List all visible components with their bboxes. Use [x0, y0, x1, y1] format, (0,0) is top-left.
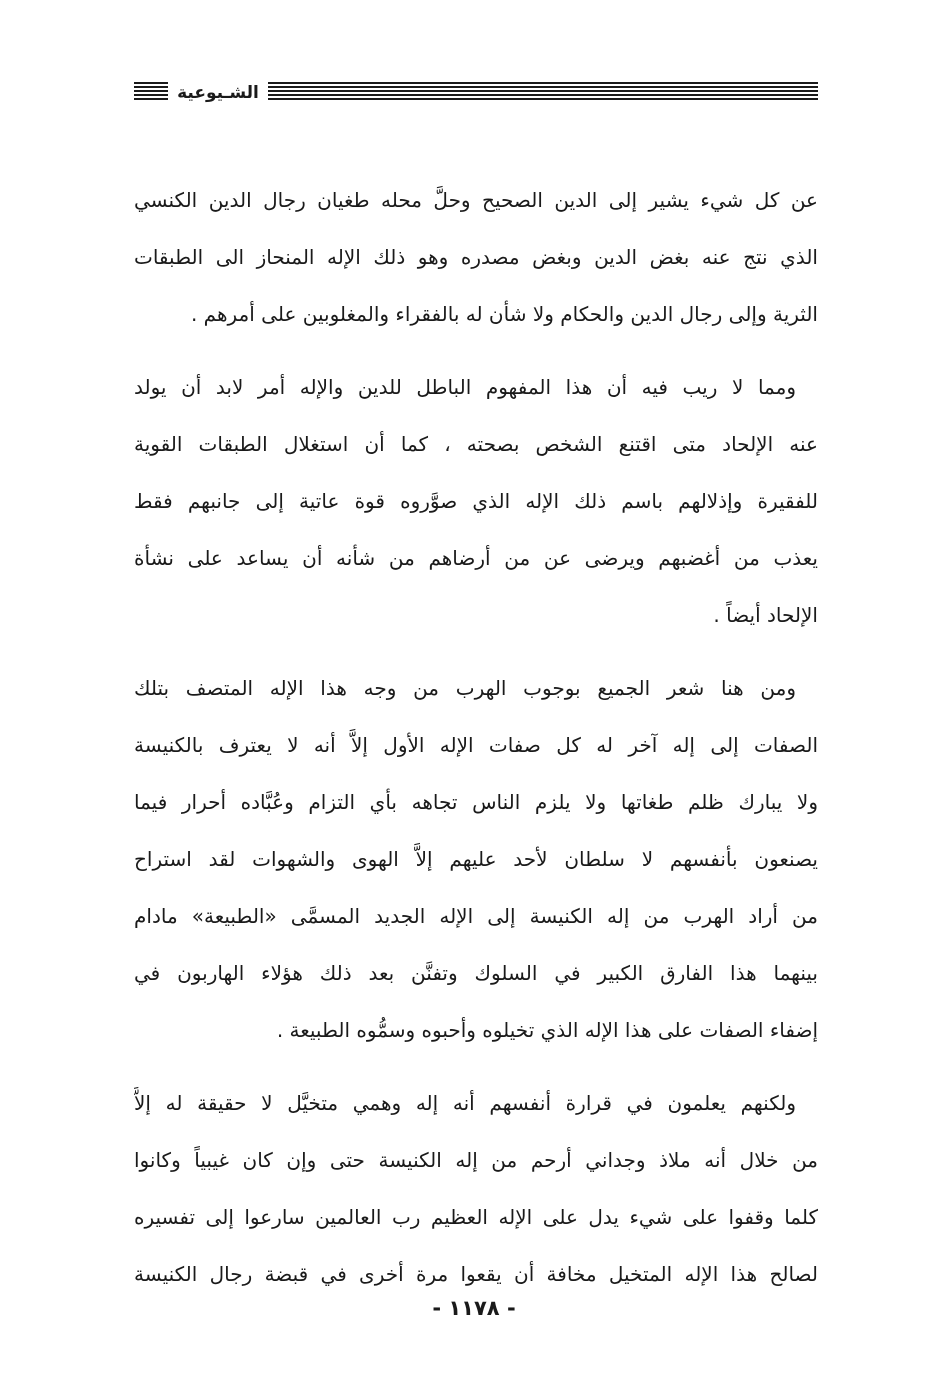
- header-rule-right: [268, 82, 818, 104]
- paragraph-3: [134, 660, 818, 1059]
- text-line: ولكنهم يعلمون في قرارة أنفسهم أنه إله وهمي متخيَّل لا حقيقة له إلاَّ: [134, 1091, 796, 1115]
- text-line: الذي نتج عنه بغض الدين وبغض مصدره وهو ذلك الإله المنحاز الى الطبقات: [134, 245, 818, 269]
- text-line: ومما لا ريب فيه أن هذا المفهوم الباطل للدين والإله أمر لابد أن يولد: [134, 375, 796, 399]
- paragraph-2: [134, 359, 818, 644]
- text-line: من أراد الهرب من إله الكنيسة إلى الإله الجديد المسمَّى «الطبيعة» مادام: [134, 904, 818, 928]
- text-line: ومن هنا شعر الجميع بوجوب الهرب من وجه هذا الإله المتصف بتلك: [134, 676, 796, 700]
- body-text: [134, 172, 818, 1319]
- text-line: من خلال أنه ملاذ وجداني أرحم من إله الكنيسة حتى وإن كان غيبياً وكانوا: [134, 1148, 818, 1172]
- text-line: الإلحاد أيضاً .: [713, 603, 818, 627]
- text-line: يعذب من أغضبهم ويرضى عن من أرضاهم من شأنه أن يساعد على نشأة: [134, 546, 818, 570]
- header-title: الشـيوعية: [176, 80, 260, 106]
- text-line: يصنعون بأنفسهم لا سلطان لأحد عليهم إلاَّ الهوى والشهوات لقد استراح: [134, 847, 818, 871]
- text-line: بينهما هذا الفارق الكبير في السلوك وتفنَّن بعد ذلك هؤلاء الهاربون في: [134, 961, 818, 985]
- text-line: إضفاء الصفات على هذا الإله الذي تخيلوه وأحبوه وسمُّوه الطبيعة .: [276, 1018, 818, 1042]
- text-line: عنه الإلحاد متى اقتنع الشخص بصحته ، كما أن استغلال الطبقات القوية: [134, 432, 818, 456]
- text-line: كلما وقفوا على شيء يدل على الإله العظيم رب العالمين سارعوا إلى تفسيره: [134, 1205, 818, 1229]
- text-line: لصالح هذا الإله المتخيل مخافة أن يقعوا مرة أخرى في قبضة رجال الكنيسة: [134, 1262, 818, 1286]
- text-line: الثرية وإلى رجال الدين والحكام ولا شأن له بالفقراء والمغلوبين على أمرهم .: [190, 302, 818, 326]
- running-header: [134, 80, 818, 106]
- header-rule-left: [134, 82, 168, 104]
- page-number: - ١١٧٨ -: [432, 1296, 516, 1320]
- paragraph-1: [134, 172, 818, 343]
- text-line: عن كل شيء يشير إلى الدين الصحيح وحلَّ محله طغيان رجال الدين الكنسي: [134, 188, 818, 212]
- text-line: الصفات إلى إله آخر له كل صفات الإله الأول إلاَّ أنه لا يعترف بالكنيسة: [134, 733, 818, 757]
- text-line: للفقيرة وإذلالهم باسم ذلك الإله الذي صوَّروه قوة عاتية إلى جانبهم فقط: [134, 489, 818, 513]
- paragraph-4: [134, 1075, 818, 1303]
- text-line: ولا يبارك ظلم طغاتها ولا يلزم الناس تجاهه بأي التزام وعُبَّاده أحرار فيما: [134, 790, 818, 814]
